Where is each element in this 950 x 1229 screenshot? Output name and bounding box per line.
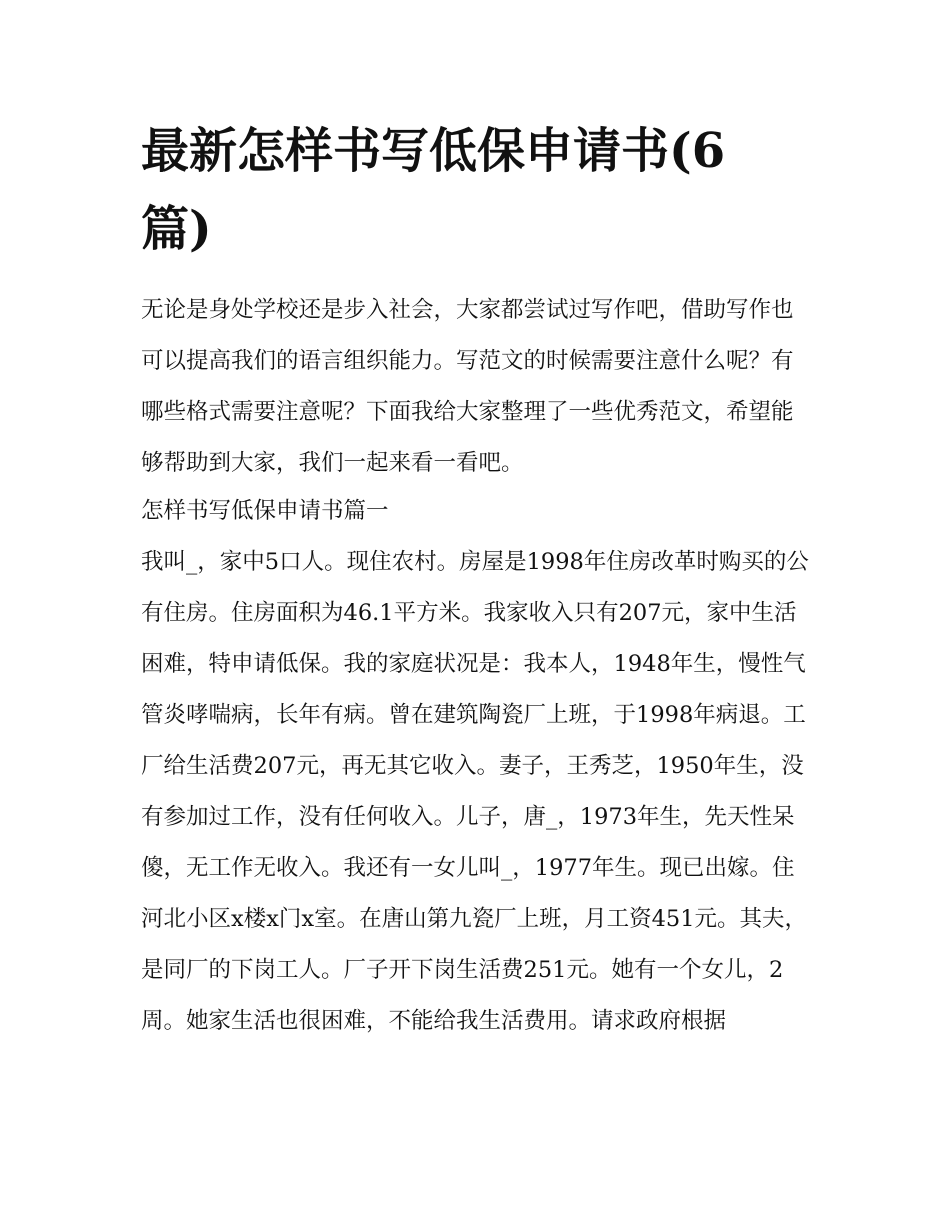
- document-content: [141, 112, 813, 1047]
- intro-paragraph: 无论是身处学校还是步入社会，大家都尝试过写作吧，借助写作也可以提高我们的语言组织能力。写范文的时候需要注意什么呢？有哪些格式需要注意呢？下面我给大家整理了一些优秀范文，希望能够帮助到大家，我们一起来看一看吧。: [141, 297, 794, 476]
- section-body-paragraph: 我叫_，家中5口人。现住农村。房屋是1998年住房改革时购买的公有住房。住房面积为46.1平方米。我家收入只有207元，家中生活困难，特申请低保。我的家庭状况是：我本人，1948年生，慢性气管炎哮喘病，长年有病。曾在建筑陶瓷厂上班，于1998年病退。工厂给生活费207元，再无其它收入。妻子，王秀芝，1950年生，没有参加过工作，没有任何收入。儿子，唐_，1973年生，先天性呆傻，无工作无收入。我还有一女儿叫_，1977年生。现已出嫁。住河北小区x楼x门x室。在唐山第九瓷厂上班，月工资451元。其夫，是同厂的下岗工人。厂子开下岗生活费251元。她有一个女儿，2周。她家生活也很困难，不能给我生活费用。请求政府根据: [141, 549, 809, 1034]
- section-heading: 怎样书写低保申请书篇一: [141, 498, 389, 524]
- document-title: 最新怎样书写低保申请书(6篇): [141, 123, 726, 257]
